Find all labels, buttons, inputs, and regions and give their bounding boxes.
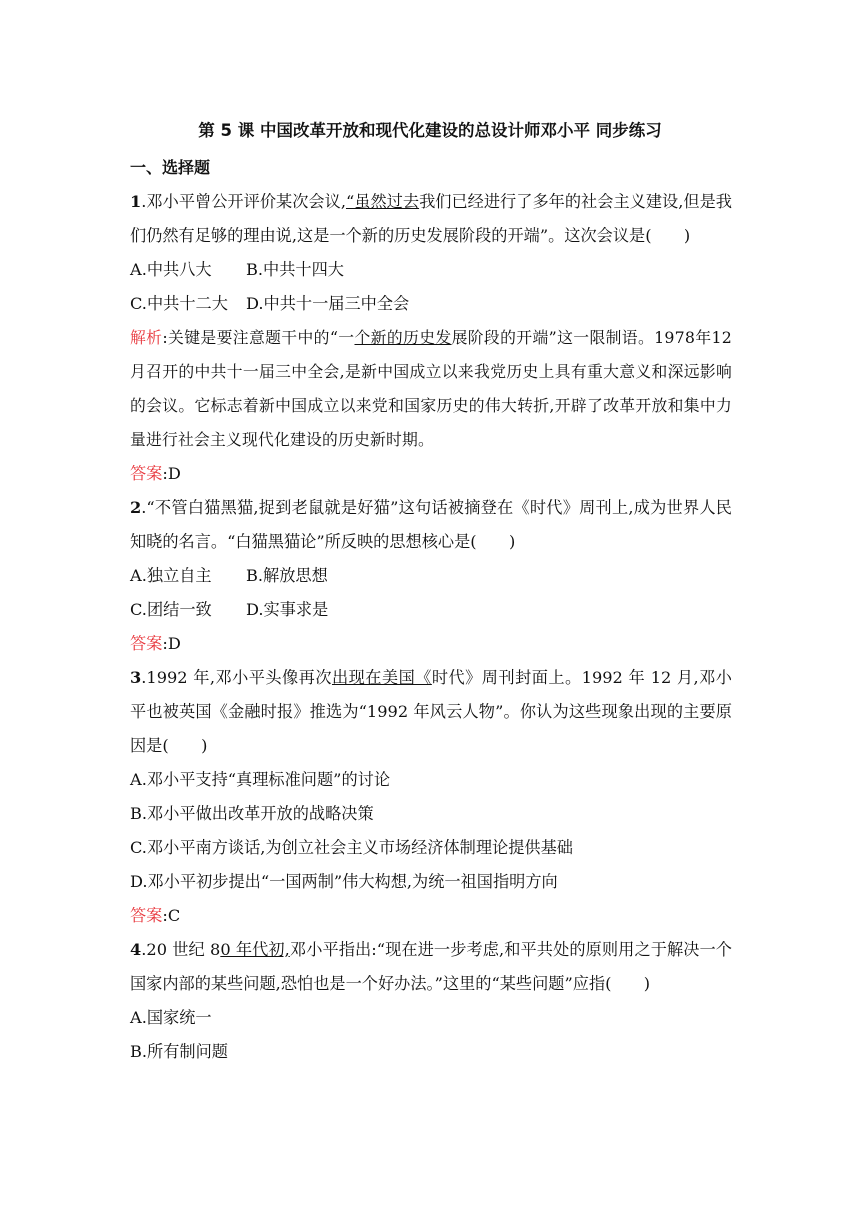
question-4 <box>130 933 732 1069</box>
option-a: A.邓小平支持“真理标准问题”的讨论 <box>130 770 391 789</box>
option-d: D.实事求是 <box>246 600 329 619</box>
option-a: A.国家统一 <box>130 1008 212 1027</box>
answer-label: 答案 <box>130 906 163 925</box>
option-d: D.邓小平初步提出“一国两制”伟大构想,为统一祖国指明方向 <box>130 872 558 891</box>
question-stem: 2.“不管白猫黑猫,捉到老鼠就是好猫”这句话被摘登在《时代》周刊上,成为世界人民知晓的名言。“白猫黑猫论”所反映的思想核心是( ) <box>130 498 732 551</box>
analysis-label: 解析 <box>130 328 163 347</box>
answer: 答案:D <box>130 464 181 483</box>
page-title: 第 5 课 中国改革开放和现代化建设的总设计师邓小平 同步练习 <box>198 121 662 140</box>
question-3 <box>130 661 732 933</box>
answer: 答案:C <box>130 906 181 925</box>
option-c: C.邓小平南方谈话,为创立社会主义市场经济体制理论提供基础 <box>130 838 573 857</box>
question-stem: 4.20 世纪 80 年代初,邓小平指出:“现在进一步考虑,和平共处的原则用之于解决一个国家内部的某些问题,恐怕也是一个好办法。”这里的“某些问题”应指( ) <box>130 940 732 993</box>
question-list <box>130 185 732 1069</box>
section-heading: 一、选择题 <box>130 158 211 177</box>
option-b: B.解放思想 <box>246 566 328 585</box>
question-2 <box>130 491 732 661</box>
question-stem: 3.1992 年,邓小平头像再次出现在美国《时代》周刊封面上。1992 年 12 月,邓小平也被英国《金融时报》推选为“1992 年风云人物”。你认为这些现象出现的主要原因是( ) <box>130 668 732 755</box>
question-number: 3 <box>130 668 142 687</box>
question-1 <box>130 185 732 491</box>
option-d: D.中共十一届三中全会 <box>246 294 410 313</box>
options-row <box>130 287 732 321</box>
analysis: 解析:关键是要注意题干中的“一个新的历史发展阶段的开端”这一限制语。1978年12月召开的中共十一届三中全会,是新中国成立以来我党历史上具有重大意义和深远影响的会议。它标志着新中国成立以来党和国家历史的伟大转折,开辟了改革开放和集中力量进行社会主义现代化建设的历史新时期。 <box>130 328 733 449</box>
options-row <box>130 253 732 287</box>
option-b: B.所有制问题 <box>130 1042 228 1061</box>
option-b: B.邓小平做出改革开放的战略决策 <box>130 804 374 823</box>
question-number: 2 <box>130 498 142 517</box>
option-a: A.独立自主 <box>130 566 212 585</box>
question-number: 1 <box>130 192 142 211</box>
answer-label: 答案 <box>130 634 163 653</box>
option-a: A.中共八大 <box>130 260 212 279</box>
question-stem: 1.邓小平曾公开评价某次会议,“虽然过去我们已经进行了多年的社会主义建设,但是我们仍然有足够的理由说,这是一个新的历史发展阶段的开端”。这次会议是( ) <box>130 192 732 245</box>
option-c: C.中共十二大 <box>130 294 228 313</box>
answer-label: 答案 <box>130 464 163 483</box>
answer: 答案:D <box>130 634 181 653</box>
options-row <box>130 593 732 627</box>
option-c: C.团结一致 <box>130 600 212 619</box>
question-number: 4 <box>130 940 142 959</box>
options-row <box>130 559 732 593</box>
option-b: B.中共十四大 <box>246 260 344 279</box>
